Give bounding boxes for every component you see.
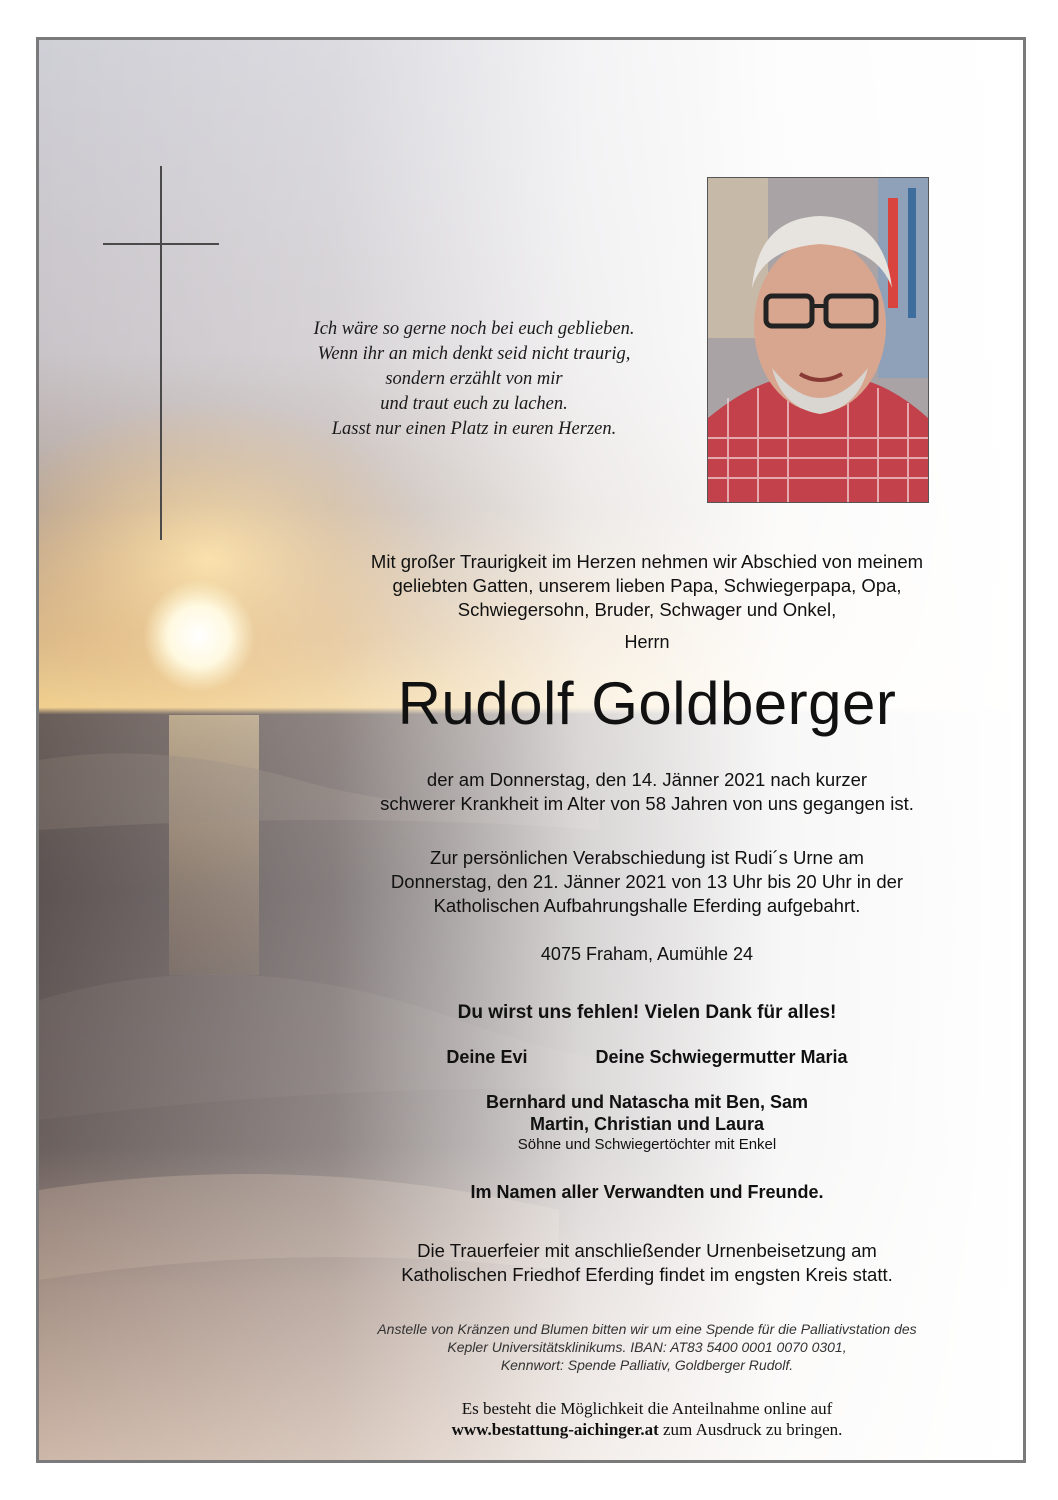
- website-link[interactable]: www.bestattung-aichinger.at: [451, 1420, 659, 1439]
- obituary-frame: [36, 37, 1026, 1463]
- family-row: [297, 1047, 997, 1068]
- ceremony-notice: [297, 1239, 997, 1287]
- online-suffix: zum Ausdruck zu bringen.: [658, 1420, 843, 1439]
- viewing-notice: [297, 846, 997, 918]
- home-address: 4075 Fraham, Aumühle 24: [540, 944, 754, 964]
- viewing-line: Zur persönlichen Verabschiedung ist Rudi´s Urne am: [430, 847, 864, 868]
- poem-line: sondern erzählt von mir: [385, 369, 563, 389]
- intro-line: geliebten Gatten, unserem lieben Papa, Schwiegerpapa, Opa,: [392, 575, 902, 596]
- mother-in-law-name: Deine Schwiegermutter Maria: [595, 1047, 848, 1067]
- death-line: der am Donnerstag, den 14. Jänner 2021 nach kurzer: [426, 769, 868, 790]
- poem-line: Lasst nur einen Platz in euren Herzen.: [331, 419, 617, 439]
- deceased-name: Rudolf Goldberger: [397, 670, 897, 737]
- donation-request: [297, 1320, 997, 1374]
- relatives-line: Im Namen aller Verwandten und Freunde.: [470, 1182, 824, 1202]
- death-line: schwerer Krankheit im Alter von 58 Jahren von uns gegangen ist.: [380, 793, 914, 814]
- sons-caption: Söhne und Schwiegertöchter mit Enkel: [517, 1136, 777, 1153]
- sons-line: Bernhard und Natascha mit Ben, Sam: [485, 1092, 809, 1112]
- donation-line: Kepler Universitätsklinikums. IBAN: AT83 5400 0001 0070 0301,: [447, 1339, 847, 1355]
- memorial-poem: [249, 317, 699, 442]
- ceremony-line: Die Trauerfeier mit anschließender Urnenbeisetzung am: [417, 1240, 877, 1261]
- thanks-line: Du wirst uns fehlen! Vielen Dank für alles!: [457, 1002, 837, 1023]
- portrait-photo: [707, 177, 929, 503]
- poem-line: und traut euch zu lachen.: [380, 394, 568, 414]
- sons-line: Martin, Christian und Laura: [529, 1114, 765, 1134]
- online-condolence: [297, 1398, 997, 1440]
- cross-horizontal: [103, 243, 219, 245]
- intro-line: Schwiegersohn, Bruder, Schwager und Onkel,: [457, 599, 837, 620]
- wife-name: Deine Evi: [446, 1047, 528, 1067]
- donation-line: Anstelle von Kränzen und Blumen bitten wir um eine Spende für die Palliativstation des: [377, 1321, 917, 1337]
- cross-vertical: [160, 166, 162, 540]
- death-notice: [297, 768, 997, 816]
- poem-line: Ich wäre so gerne noch bei euch geblieben.: [313, 319, 635, 339]
- intro-line: Mit großer Traurigkeit im Herzen nehmen wir Abschied von meinem: [370, 551, 924, 572]
- donation-line: Kennwort: Spende Palliativ, Goldberger Rudolf.: [500, 1357, 794, 1373]
- salutation: Herrn: [624, 632, 670, 652]
- intro-text: [297, 550, 997, 622]
- ceremony-line: Katholischen Friedhof Eferding findet im engsten Kreis statt.: [401, 1264, 893, 1285]
- viewing-line: Donnerstag, den 21. Jänner 2021 von 13 Uhr bis 20 Uhr in der: [390, 871, 904, 892]
- online-line-1: Es besteht die Möglichkeit die Anteilnahme online auf: [461, 1399, 833, 1418]
- viewing-line: Katholischen Aufbahrungshalle Eferding aufgebahrt.: [433, 895, 861, 916]
- poem-line: Wenn ihr an mich denkt seid nicht traurig,: [317, 344, 631, 364]
- sons-names: [297, 1091, 997, 1135]
- online-line-2: [297, 1419, 997, 1440]
